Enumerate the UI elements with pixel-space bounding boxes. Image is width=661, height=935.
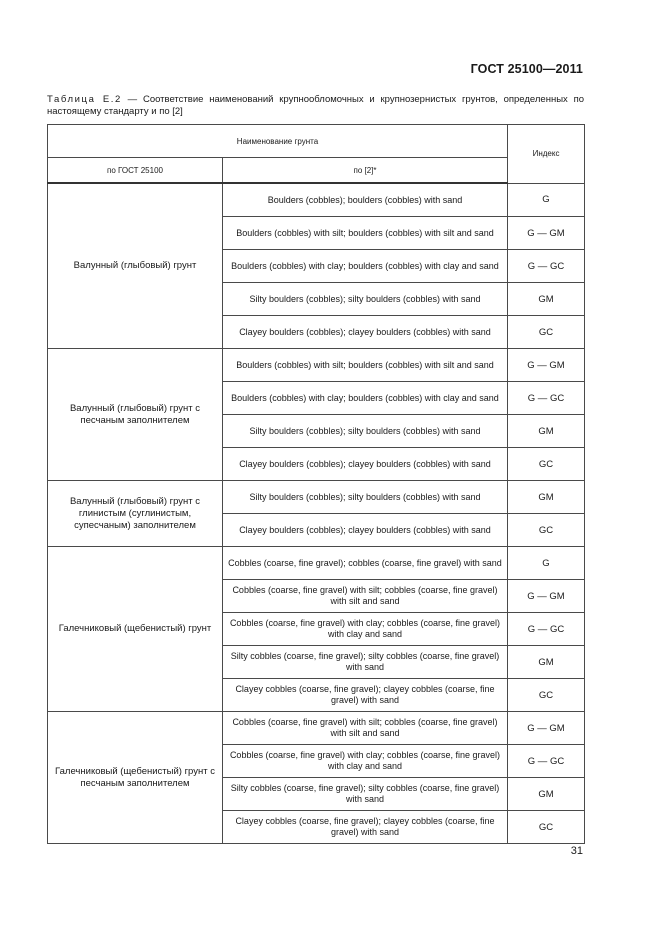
table-body [48, 183, 585, 844]
soil-group-name: Галечниковый (щебенистый) грунт [48, 547, 223, 712]
table-row [48, 547, 585, 580]
table-row [48, 349, 585, 382]
table-row [48, 183, 585, 217]
soil-index: GC [508, 448, 585, 481]
english-soil-name: Silty cobbles (coarse, fine gravel); silty cobbles (coarse, fine gravel) with sand [223, 778, 508, 811]
english-soil-name: Clayey boulders (cobbles); clayey boulders (cobbles) with sand [223, 316, 508, 349]
soil-index: G — GC [508, 382, 585, 415]
english-soil-name: Boulders (cobbles); boulders (cobbles) with sand [223, 183, 508, 217]
english-soil-name: Boulders (cobbles) with silt; boulders (cobbles) with silt and sand [223, 349, 508, 382]
english-soil-name: Cobbles (coarse, fine gravel) with clay; cobbles (coarse, fine gravel) with clay and sand [223, 745, 508, 778]
soil-index: GC [508, 679, 585, 712]
soil-group-name: Валунный (глыбовый) грунт [48, 183, 223, 349]
header-reference: по [2]* [223, 158, 508, 184]
english-soil-name: Silty boulders (cobbles); silty boulders (cobbles) with sand [223, 415, 508, 448]
soil-index: G — GC [508, 745, 585, 778]
soil-index: G — GM [508, 712, 585, 745]
soil-index: G [508, 547, 585, 580]
page-number: 31 [570, 845, 583, 857]
soil-index: G — GC [508, 250, 585, 283]
table-row [48, 481, 585, 514]
english-soil-name: Clayey cobbles (coarse, fine gravel); clayey cobbles (coarse, fine gravel) with sand [223, 679, 508, 712]
soil-index: GM [508, 481, 585, 514]
english-soil-name: Clayey boulders (cobbles); clayey boulders (cobbles) with sand [223, 514, 508, 547]
english-soil-name: Clayey boulders (cobbles); clayey boulders (cobbles) with sand [223, 448, 508, 481]
soil-index: G — GC [508, 613, 585, 646]
soil-correspondence-table [47, 124, 585, 844]
soil-index: G — GM [508, 580, 585, 613]
english-soil-name: Cobbles (coarse, fine gravel); cobbles (coarse, fine gravel) with sand [223, 547, 508, 580]
table-caption-text: — Соответствие наименований крупнообломочных и крупнозернистых грунтов, определенных по настоящему стандарту и по [2] [47, 94, 584, 117]
header-gost: по ГОСТ 25100 [48, 158, 223, 184]
soil-group-name: Валунный (глыбовый) грунт с песчаным заполнителем [48, 349, 223, 481]
english-soil-name: Silty boulders (cobbles); silty boulders (cobbles) with sand [223, 283, 508, 316]
english-soil-name: Clayey cobbles (coarse, fine gravel); clayey cobbles (coarse, fine gravel) with sand [223, 811, 508, 844]
soil-group-name: Галечниковый (щебенистый) грунт с песчаным заполнителем [48, 712, 223, 844]
header-soil-name: Наименование грунта [48, 125, 508, 158]
soil-index: G [508, 183, 585, 217]
soil-index: GC [508, 514, 585, 547]
english-soil-name: Boulders (cobbles) with silt; boulders (cobbles) with silt and sand [223, 217, 508, 250]
header-index: Индекс [508, 125, 585, 184]
soil-index: G — GM [508, 349, 585, 382]
table-caption-label: Таблица Е.2 [47, 94, 122, 105]
table-row [48, 712, 585, 745]
soil-index: GM [508, 646, 585, 679]
document-number: ГОСТ 25100—2011 [470, 62, 583, 76]
soil-index: GM [508, 778, 585, 811]
soil-group-name: Валунный (глыбовый) грунт с глинистым (суглинистым, супесчаным) заполнителем [48, 481, 223, 547]
soil-index: GM [508, 415, 585, 448]
soil-index: G — GM [508, 217, 585, 250]
english-soil-name: Cobbles (coarse, fine gravel) with silt; cobbles (coarse, fine gravel) with silt and sand [223, 580, 508, 613]
soil-index: GC [508, 316, 585, 349]
english-soil-name: Cobbles (coarse, fine gravel) with clay; cobbles (coarse, fine gravel) with clay and sand [223, 613, 508, 646]
table-caption [47, 94, 584, 118]
english-soil-name: Boulders (cobbles) with clay; boulders (cobbles) with clay and sand [223, 382, 508, 415]
english-soil-name: Silty cobbles (coarse, fine gravel); silty cobbles (coarse, fine gravel) with sand [223, 646, 508, 679]
soil-index: GC [508, 811, 585, 844]
english-soil-name: Cobbles (coarse, fine gravel) with silt; cobbles (coarse, fine gravel) with silt and sand [223, 712, 508, 745]
english-soil-name: Silty boulders (cobbles); silty boulders (cobbles) with sand [223, 481, 508, 514]
soil-index: GM [508, 283, 585, 316]
english-soil-name: Boulders (cobbles) with clay; boulders (cobbles) with clay and sand [223, 250, 508, 283]
